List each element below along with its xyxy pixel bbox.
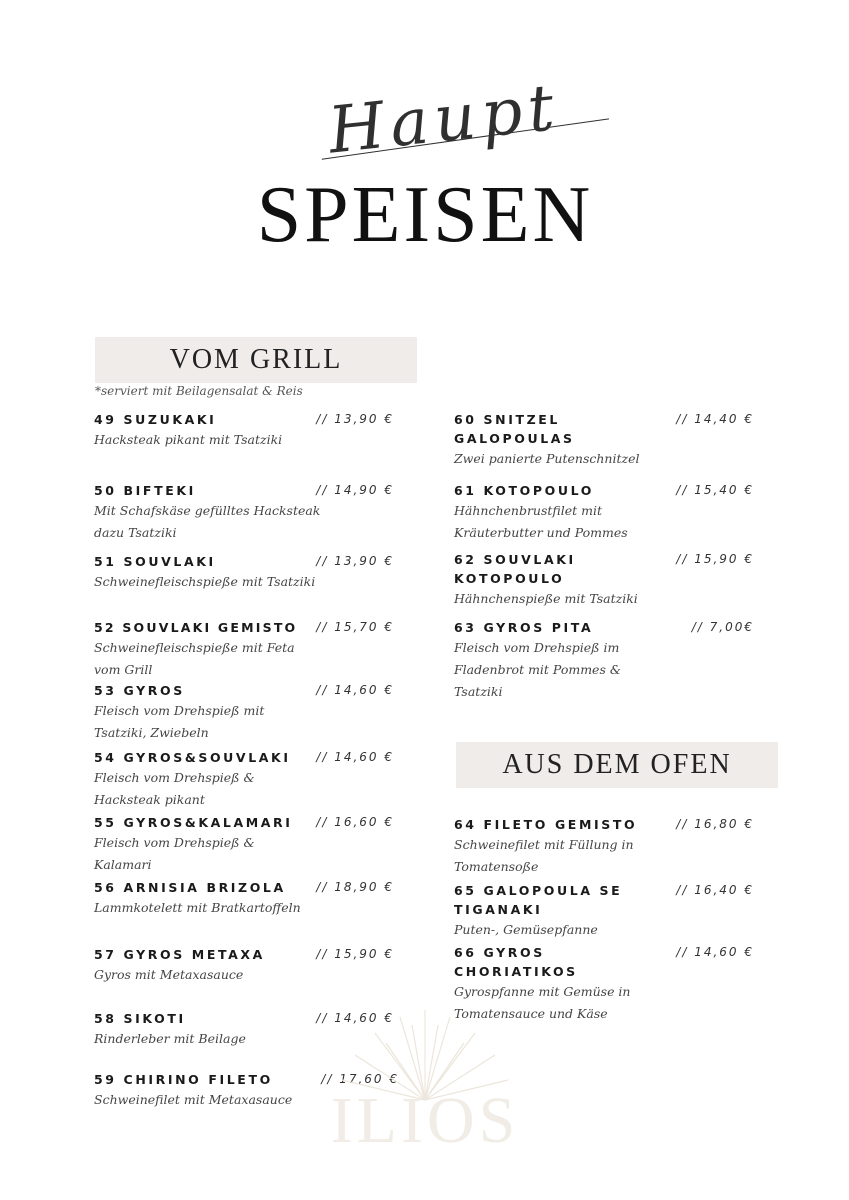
item-price: // 15,90 € <box>316 947 394 961</box>
menu-item-55 <box>94 813 394 876</box>
item-price: // 15,40 € <box>676 483 754 497</box>
item-desc: Mit Schafskäse gefülltes Hacksteak dazu Tsatziki <box>94 503 321 540</box>
header-script-title: Haupt <box>325 67 604 195</box>
menu-item-62 <box>454 550 754 610</box>
section-title-ofen: AUS DEM OFEN <box>456 742 778 788</box>
page-title: SPEISEN <box>256 171 594 259</box>
section-title-grill: VOM GRILL <box>95 337 417 383</box>
item-price: // 14,60 € <box>316 1011 394 1025</box>
item-price: // 16,80 € <box>676 817 754 831</box>
menu-item-63 <box>454 618 754 703</box>
item-price: // 7,00€ <box>691 620 754 634</box>
menu-item-57 <box>94 945 394 986</box>
item-desc: Schweinefleischspieße mit Tsatziki <box>94 574 316 589</box>
item-price: // 14,60 € <box>316 683 394 697</box>
logo-text: ILIOS <box>330 1084 520 1157</box>
ilios-logo <box>320 1005 530 1155</box>
menu-item-65 <box>454 881 754 941</box>
menu-item-49 <box>94 410 394 451</box>
menu-item-52 <box>94 618 394 681</box>
item-price: // 14,40 € <box>676 412 754 426</box>
item-name: 49 SUZUKAKI <box>94 412 217 427</box>
menu-item-64 <box>454 815 754 878</box>
item-name: 50 BIFTEKI <box>94 483 196 498</box>
item-price: // 15,90 € <box>676 552 754 566</box>
item-name: 62 SOUVLAKI KOTOPOULO <box>454 552 576 586</box>
item-desc: Schweinefilet mit Metaxasauce <box>94 1092 293 1107</box>
section-note-grill: *serviert mit Beilagensalat & Reis <box>95 384 303 398</box>
item-price: // 14,60 € <box>676 945 754 959</box>
item-name: 59 CHIRINO FILETO <box>94 1072 273 1087</box>
item-desc: Zwei panierte Putenschnitzel <box>454 451 640 466</box>
item-price: // 15,70 € <box>316 620 394 634</box>
item-name: 57 GYROS METAXA <box>94 947 265 962</box>
item-name: 58 SIKOTI <box>94 1011 186 1026</box>
item-desc: Schweinefilet mit Füllung in Tomatensoße <box>454 837 634 874</box>
item-price: // 16,60 € <box>316 815 394 829</box>
menu-item-61 <box>454 481 754 544</box>
item-name: 56 ARNISIA BRIZOLA <box>94 880 286 895</box>
item-name: 60 SNITZEL GALOPOULAS <box>454 412 575 446</box>
item-name: 53 GYROS <box>94 683 185 698</box>
item-price: // 13,90 € <box>316 412 394 426</box>
menu-item-56 <box>94 878 394 919</box>
item-name: 51 SOUVLAKI <box>94 554 216 569</box>
menu-item-51 <box>94 552 394 593</box>
item-name: 61 KOTOPOULO <box>454 483 594 498</box>
item-desc: Fleisch vom Drehspieß & Kalamari <box>94 835 255 872</box>
item-desc: Fleisch vom Drehspieß & Hacksteak pikant <box>94 770 255 807</box>
item-desc: Hähnchenbrustfilet mit Kräuterbutter und Pommes <box>454 503 628 540</box>
item-price: // 18,90 € <box>316 880 394 894</box>
item-price: // 14,60 € <box>316 750 394 764</box>
menu-item-60 <box>454 410 754 470</box>
item-name: 52 SOUVLAKI GEMISTO <box>94 620 298 635</box>
item-desc: Gyrospfanne mit Gemüse in Tomatensauce und Käse <box>454 984 631 1021</box>
item-desc: Gyros mit Metaxasauce <box>94 967 244 982</box>
item-desc: Puten-, Gemüsepfanne <box>454 922 598 937</box>
item-desc: Fleisch vom Drehspieß im Fladenbrot mit Pommes & Tsatziki <box>454 640 621 699</box>
item-name: 55 GYROS&KALAMARI <box>94 815 293 830</box>
item-price: // 14,90 € <box>316 483 394 497</box>
item-desc: Rinderleber mit Beilage <box>94 1031 246 1046</box>
item-name: 66 GYROS CHORIATIKOS <box>454 945 578 979</box>
menu-item-53 <box>94 681 394 744</box>
item-name: 54 GYROS&SOUVLAKI <box>94 750 291 765</box>
item-desc: Fleisch vom Drehspieß mit Tsatziki, Zwiebeln <box>94 703 265 740</box>
item-desc: Hähnchenspieße mit Tsatziki <box>454 591 638 606</box>
item-price: // 17,60 € <box>321 1072 399 1086</box>
item-price: // 16,40 € <box>676 883 754 897</box>
item-desc: Schweinefleischspieße mit Feta vom Grill <box>94 640 295 677</box>
item-name: 64 FILETO GEMISTO <box>454 817 638 832</box>
menu-item-50 <box>94 481 394 544</box>
item-desc: Hacksteak pikant mit Tsatziki <box>94 432 283 447</box>
item-name: 63 GYROS PITA <box>454 620 594 635</box>
item-price: // 13,90 € <box>316 554 394 568</box>
item-name: 65 GALOPOULA SE TIGANAKI <box>454 883 623 917</box>
item-desc: Lammkotelett mit Bratkartoffeln <box>94 900 301 915</box>
menu-item-54 <box>94 748 394 811</box>
